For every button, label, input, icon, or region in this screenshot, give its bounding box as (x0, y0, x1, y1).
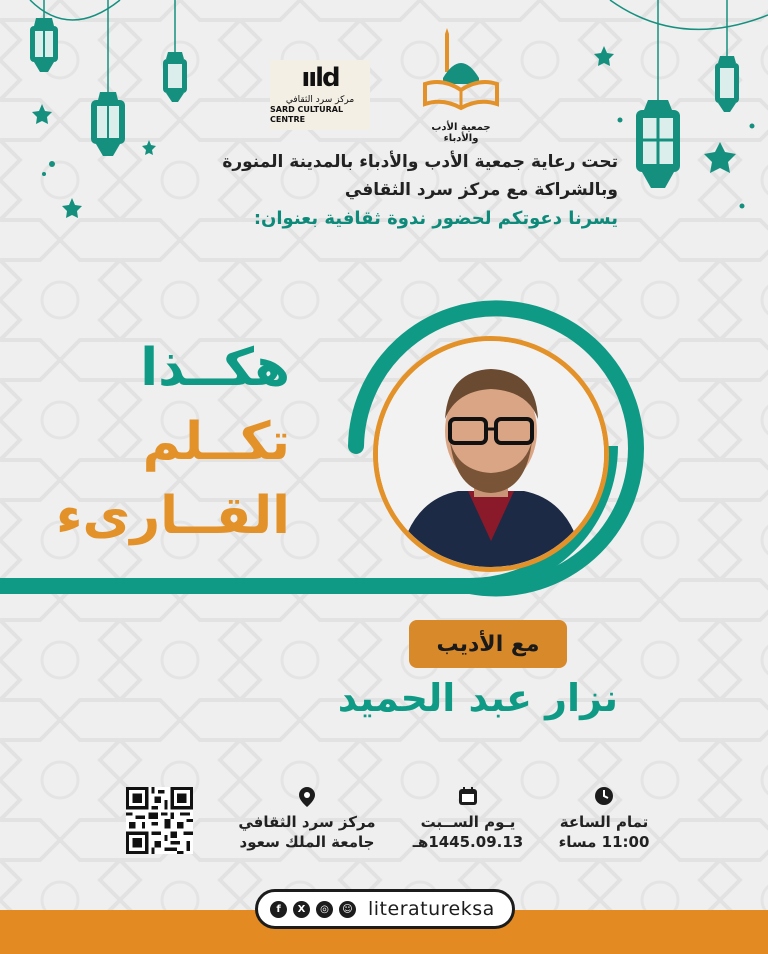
calendar-icon (458, 786, 478, 806)
guest-name: نزار عبد الحميد (337, 676, 618, 720)
sard-cultural-centre-logo (270, 60, 370, 130)
literature-society-logo (415, 28, 507, 144)
with-author-badge: مع الأديب (409, 620, 567, 668)
place-value: جامعة الملك سعود (239, 833, 375, 851)
info-date (393, 786, 543, 852)
social-handle-pill[interactable] (255, 889, 515, 929)
info-place (232, 786, 382, 852)
society-logo-name: جمعية الأدب والأدباء (431, 122, 491, 144)
snapchat-icon[interactable]: ☺ (339, 901, 356, 918)
event-title-line-1: هكــذا (140, 338, 290, 398)
location-pin-icon (297, 786, 317, 808)
event-title-line-3: القــارىء (55, 486, 290, 546)
time-label: تمام الساعة (559, 813, 649, 831)
sard-logo-arabic: مركز سرد الثقافي (285, 95, 355, 105)
x-icon[interactable]: X (293, 901, 310, 918)
info-time (529, 786, 679, 852)
qr-code[interactable] (126, 787, 193, 854)
social-handle[interactable]: literatureksa (368, 898, 495, 920)
sard-logo-mark: ııld (301, 63, 339, 93)
time-value: 11:00 مساء (558, 833, 650, 851)
date-label: يـوم الســبت (420, 813, 516, 831)
instagram-icon[interactable]: ◎ (316, 901, 333, 918)
place-label: مركز سرد الثقافي (238, 813, 376, 831)
intro-line-partnership: وبالشراكة مع مركز سرد الثقافي (344, 180, 618, 200)
person-photo (378, 341, 604, 567)
intro-line-sponsorship: تحت رعاية جمعية الأدب والأدباء بالمدينة المنورة (222, 152, 618, 172)
facebook-icon[interactable]: f (270, 901, 287, 918)
event-title-line-2: تكــلم (142, 412, 290, 472)
sard-logo-english: SARD CULTURAL CENTRE (270, 105, 344, 124)
clock-icon (594, 786, 614, 806)
mosque-book-icon (415, 28, 507, 120)
intro-line-invitation: يسرنا دعوتكم لحضور ندوة ثقافية بعنوان: (253, 208, 618, 229)
guest-portrait (373, 336, 609, 572)
date-value: 1445.09.13هـ (412, 833, 524, 851)
